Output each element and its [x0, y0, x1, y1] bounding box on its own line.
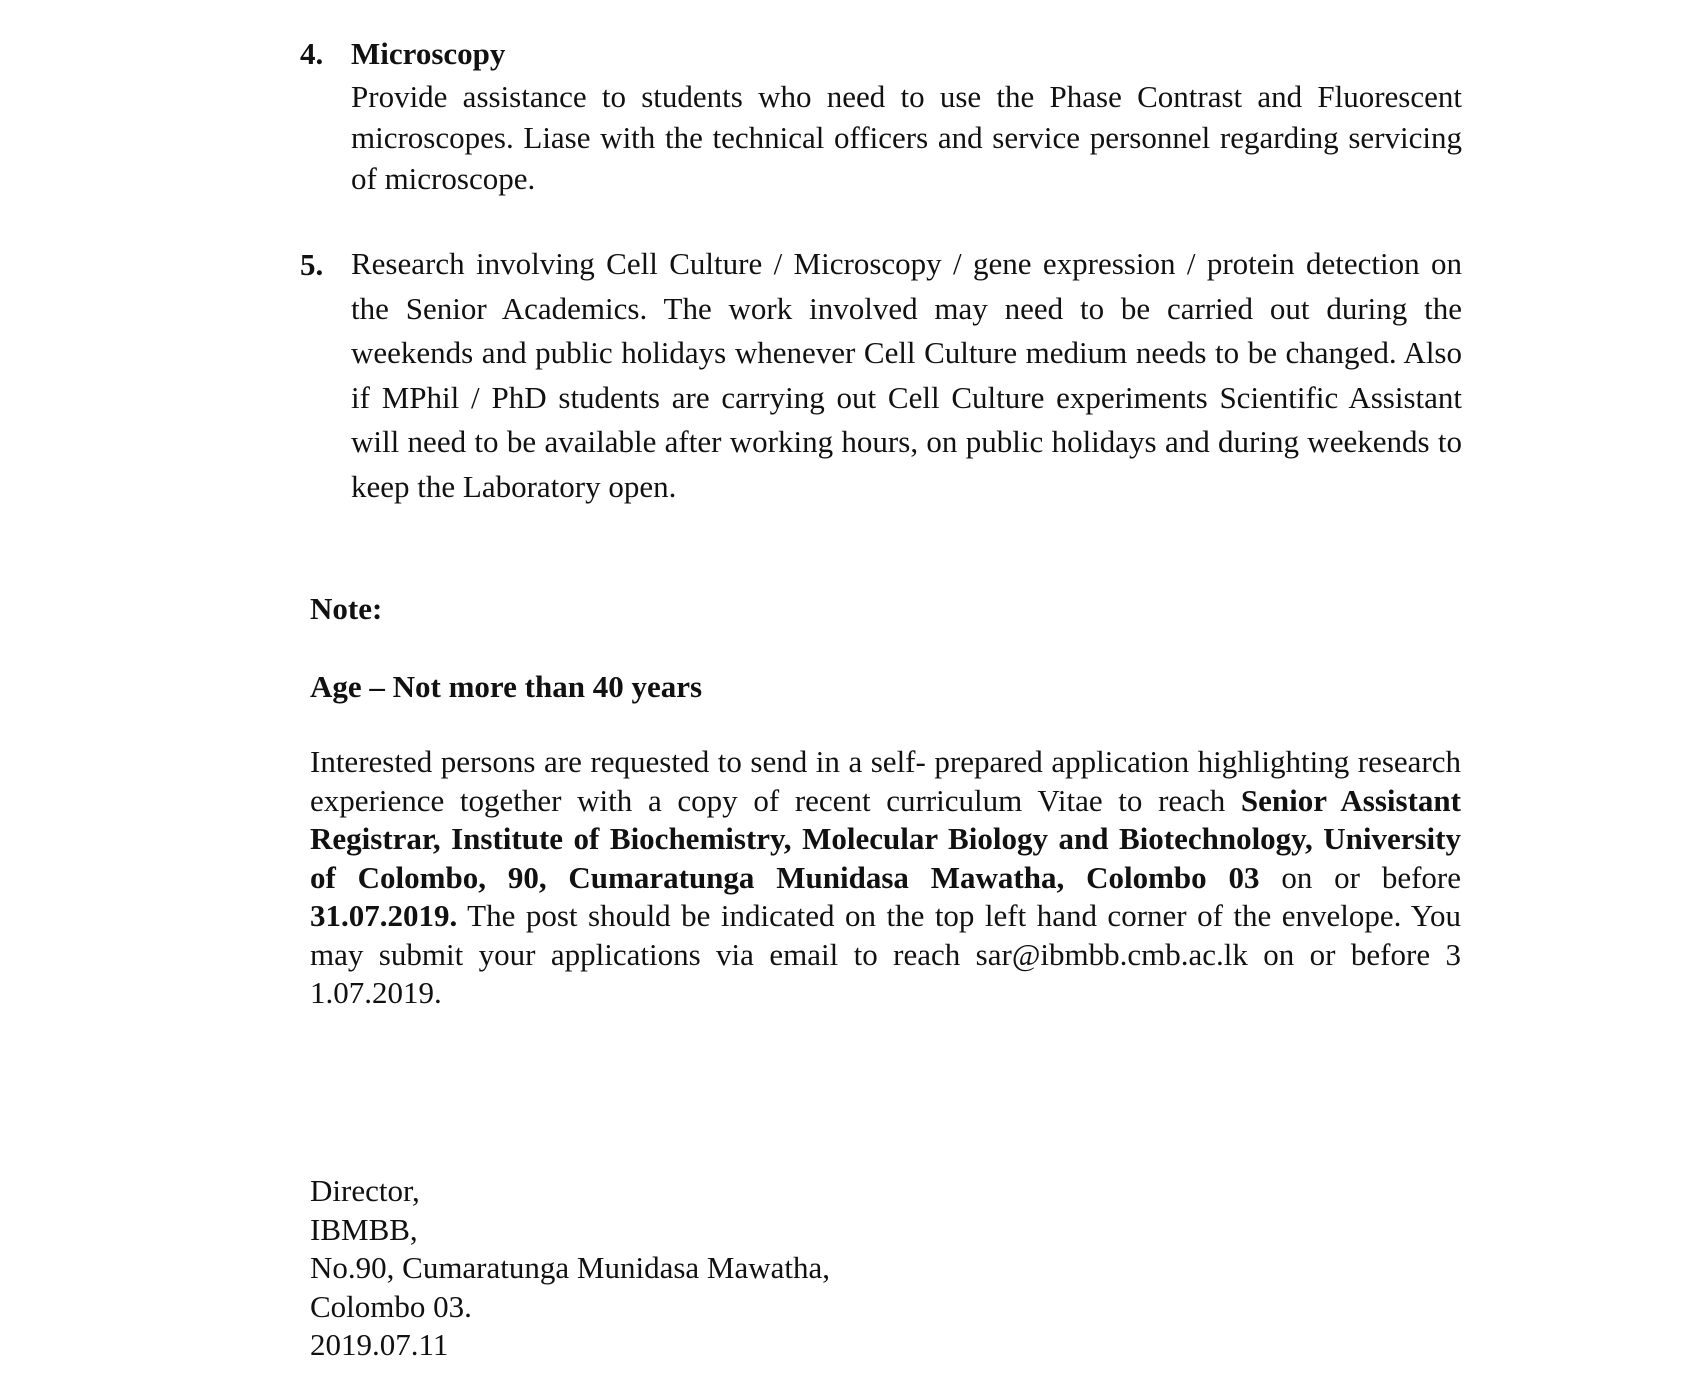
- signature-city: Colombo 03.: [310, 1288, 472, 1324]
- application-address: Senior Assistant Registrar, Institute of Biochemistry, Molecular Biology and Biotechnology, University of Colombo, 90, Cumaratunga Munidasa Mawatha, Colombo 03: [310, 782, 1461, 895]
- signature-block: [310, 1172, 830, 1365]
- note-heading: Note:: [310, 591, 383, 626]
- signature-org: IBMBB,: [310, 1211, 418, 1247]
- item-number: 4.: [300, 36, 324, 71]
- application-text-part: on or before: [1259, 859, 1461, 895]
- item-body: [351, 242, 1462, 509]
- duty-item-microscopy: [300, 32, 1462, 199]
- item-text: Provide assistance to students who need to use the Phase Contrast and Fluorescent microscopes. Liase with the technical officers and service personnel regarding servicing of microscope.: [351, 79, 1462, 196]
- signature-title: Director,: [310, 1173, 420, 1208]
- application-deadline: 31.07.2019.: [310, 898, 458, 933]
- item-text: Research involving Cell Culture / Microscopy / gene expression / protein detection on the Senior Academics. The work involved may need to be carried out during the weekends and public holidays whenever Cell Culture medium needs to be changed. Also if MPhil / PhD students are carrying out Cell Culture experiments Scientific Assistant will need to be available after working hours, on public holidays and during weekends to keep the Laboratory open.: [351, 246, 1462, 504]
- application-text-part: Interested persons are requested to send in a self- prepared application highlighting research experience together with a copy of recent curriculum Vitae to reach: [310, 744, 1461, 818]
- signature-address: No.90, Cumaratunga Munidasa Mawatha,: [310, 1250, 830, 1285]
- application-instructions: [310, 743, 1461, 1013]
- duty-item-research: [300, 242, 1462, 509]
- age-requirement: Age – Not more than 40 years: [310, 669, 703, 704]
- item-number: 5.: [300, 247, 324, 282]
- item-body: [351, 32, 1462, 199]
- item-title: Microscopy: [351, 36, 506, 71]
- signature-date: 2019.07.11: [310, 1327, 449, 1362]
- application-text-part: The post should be indicated on the top left hand corner of the envelope. You may submit your applications via email to reach sar@ibmbb.cmb.ac.lk on or before 3 1.07.2019.: [310, 898, 1461, 1010]
